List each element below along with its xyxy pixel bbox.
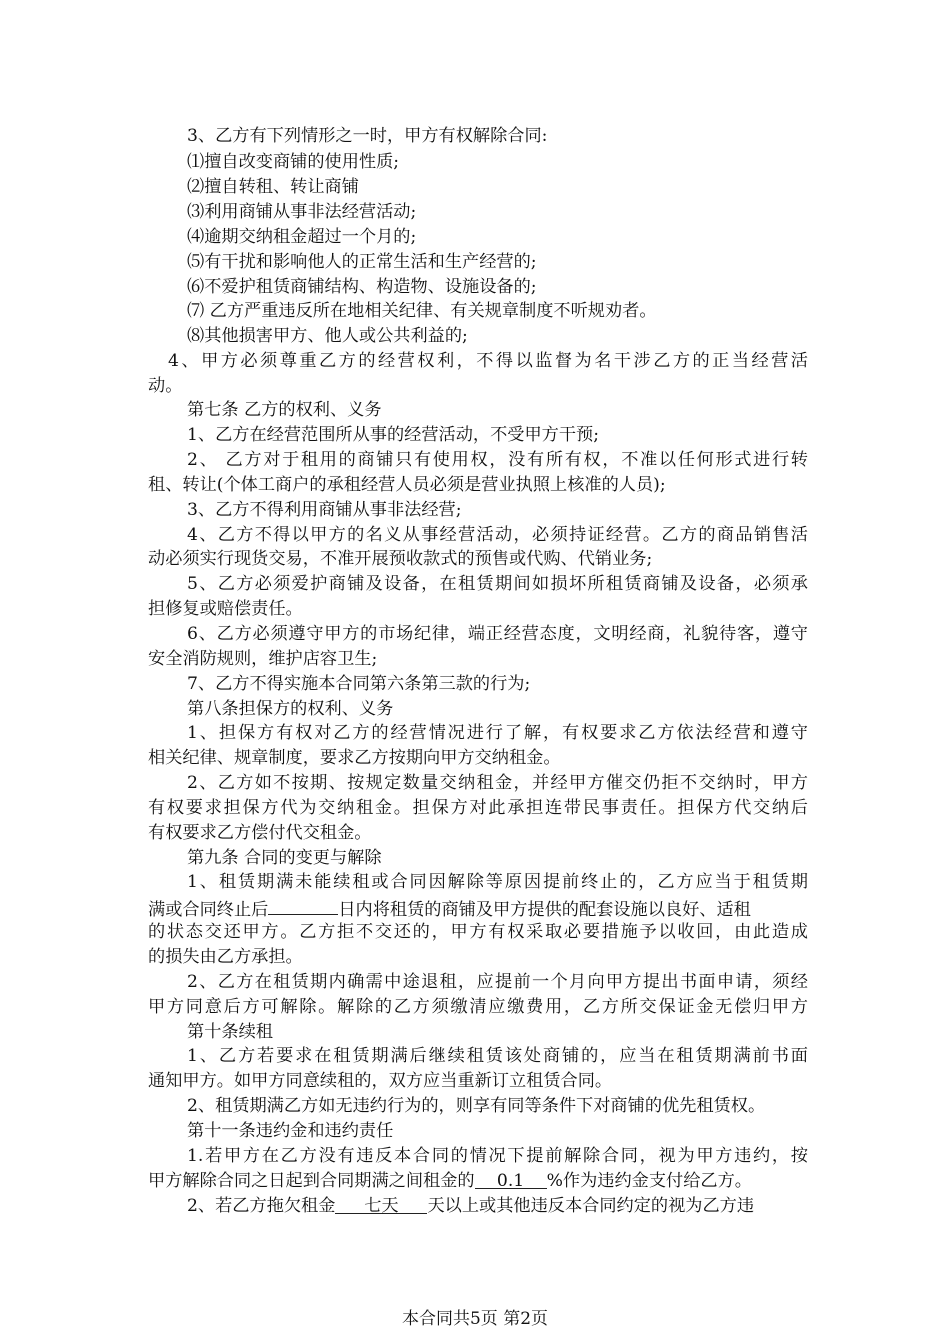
text-line: 1、担保方有权对乙方的经营情况进行了解，有权要求乙方依法经营和遵守 (187, 723, 808, 743)
text-line (148, 894, 808, 922)
page-footer: 本合同共5页 第2页 (401, 1309, 549, 1329)
text-line: 的状态交还甲方。乙方拒不交还的，甲方有权采取必要措施予以收回，由此造成 (148, 922, 808, 942)
text-line: 担修复或赔偿责任。 (148, 599, 303, 619)
text-segment: 天以上或其他违反本合同约定的视为乙方违 (427, 1196, 755, 1216)
text-line: ⑻其他损害甲方、他人或公共利益的; (187, 326, 468, 346)
text-line: 3、乙方有下列情形之一时，甲方有权解除合同: (187, 126, 548, 146)
overdue-days-field: 七天 (335, 1193, 427, 1214)
text-line: 1.若甲方在乙方没有违反本合同的情况下提前解除合同，视为甲方违约，按 (187, 1146, 808, 1166)
text-line: 2、乙方在租赁期内确需中途退租，应提前一个月向甲方提出书面申请，须经 (187, 972, 808, 992)
section-heading: 第八条担保方的权利、义务 (187, 699, 394, 719)
text-line: 的损失由乙方承担。 (148, 947, 303, 967)
text-line: 租、转让(个体工商户的承租经营人员必须是营业执照上核准的人员); (148, 475, 666, 495)
text-line: 4、乙方不得以甲方的名义从事经营活动，必须持证经营。乙方的商品销售活 (187, 525, 808, 545)
text-line: 相关纪律、规章制度，要求乙方按期向甲方交纳租金。 (148, 748, 561, 768)
text-line: 2、乙方如不按期、按规定数量交纳租金，并经甲方催交仍拒不交纳时，甲方 (187, 773, 808, 793)
text-line (148, 1168, 808, 1196)
text-line: 3、乙方不得利用商铺从事非法经营; (187, 500, 462, 520)
text-line: ⑸有干扰和影响他人的正常生活和生产经营的; (187, 252, 537, 272)
text-line: 6、乙方必须遵守甲方的市场纪律，端正经营态度，文明经商，礼貌待客，遵守 (187, 624, 808, 644)
text-segment: 满或合同终止后 (148, 900, 269, 920)
text-segment: 日内将租赁的商铺及甲方提供的配套设施以良好、适租 (338, 900, 751, 920)
text-line: ⑷逾期交纳租金超过一个月的; (187, 227, 417, 247)
text-segment: %作为违约金支付给乙方。 (546, 1171, 752, 1191)
text-line: ⑵擅自转租、转让商铺 (187, 177, 359, 197)
text-line: ⑴擅自改变商铺的使用性质; (187, 152, 400, 172)
text-line: ⑶利用商铺从事非法经营活动; (187, 202, 417, 222)
text-line: 4、甲方必须尊重乙方的经营权利，不得以监督为名干涉乙方的正当经营活 (168, 351, 808, 371)
text-line: ⑺ 乙方严重违反所在地相关纪律、有关规章制度不听规劝者。 (187, 301, 657, 321)
section-heading: 第七条 乙方的权利、义务 (187, 400, 382, 420)
text-line: 动必须实行现货交易，不准开展预收款式的预售或代购、代销业务; (148, 549, 653, 569)
penalty-rate-field: 0.1 (475, 1168, 547, 1189)
text-segment: 甲方解除合同之日起到合同期满之间租金的 (148, 1171, 475, 1191)
text-line: 2、租赁期满乙方如无违约行为的，则享有同等条件下对商铺的优先租赁权。 (187, 1096, 766, 1116)
text-line: 2、 乙方对于租用的商铺只有使用权，没有所有权，不准以任何形式进行转 (187, 450, 808, 470)
text-line: 1、乙方在经营范围所从事的经营活动，不受甲方干预; (187, 425, 600, 445)
text-line (187, 1193, 808, 1221)
text-line: 通知甲方。如甲方同意续租的，双方应当重新订立租赁合同。 (148, 1071, 613, 1091)
section-heading: 第十一条违约金和违约责任 (187, 1121, 394, 1141)
text-line: 动。 (148, 376, 183, 396)
section-heading: 第十条续租 (187, 1022, 273, 1042)
text-line: 1、租赁期满未能续租或合同因解除等原因提前终止的，乙方应当于租赁期 (187, 872, 808, 892)
text-line: 1、乙方若要求在租赁期满后继续租赁该处商铺的，应当在租赁期满前书面 (187, 1046, 808, 1066)
text-line: 甲方同意后方可解除。解除的乙方须缴清应缴费用，乙方所交保证金无偿归甲方 (148, 997, 808, 1017)
text-line: ⑹不爱护租赁商铺结构、构造物、设施设备的; (187, 277, 537, 297)
text-line: 有权要求乙方偿付代交租金。 (148, 823, 372, 843)
text-line: 5、乙方必须爱护商铺及设备，在租赁期间如损坏所租赁商铺及设备，必须承 (187, 574, 808, 594)
text-line: 有权要求担保方代为交纳租金。担保方对此承担连带民事责任。担保方代交纳后 (148, 798, 808, 818)
text-line: 安全消防规则，维护店容卫生; (148, 649, 378, 669)
text-segment: 2、若乙方拖欠租金 (187, 1196, 336, 1216)
text-line: 7、乙方不得实施本合同第六条第三款的行为; (187, 674, 531, 694)
blank-underline (268, 894, 338, 915)
section-heading: 第九条 合同的变更与解除 (187, 848, 382, 868)
